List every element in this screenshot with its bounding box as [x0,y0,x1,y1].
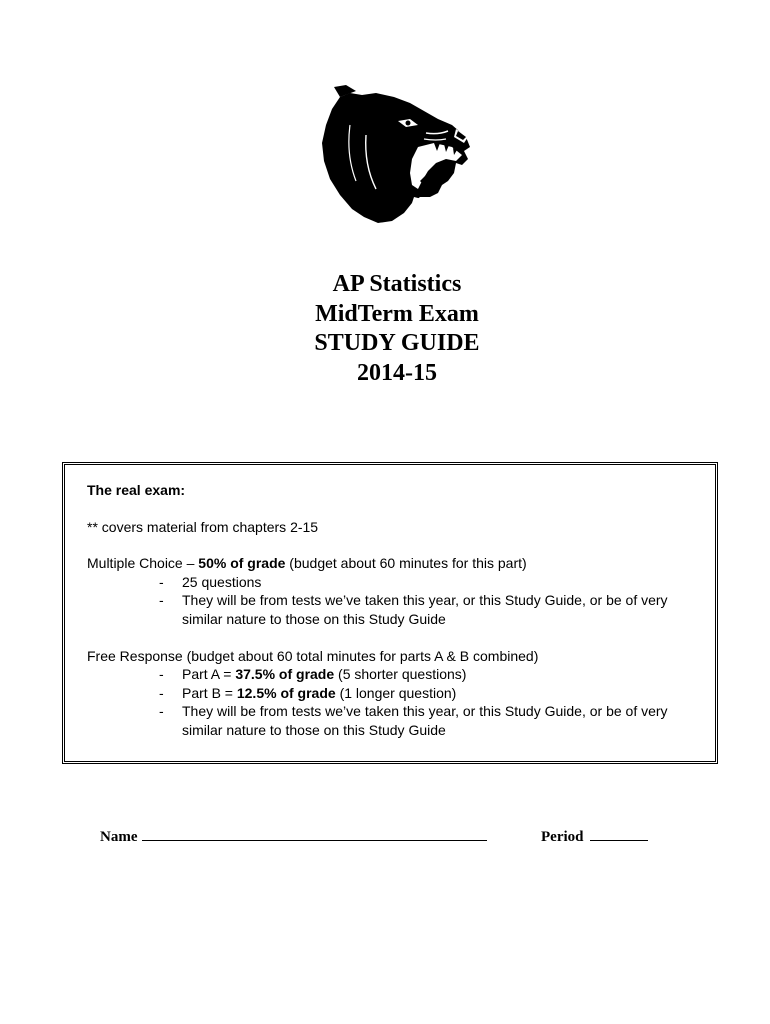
list-item [87,665,709,684]
fr-bullet-3-cont: similar nature to those on this Study Guide [182,721,446,738]
list-item [87,684,709,703]
title-line-course: AP Statistics [332,271,462,297]
mc-bullet-2-cont: similar nature to those on this Study Guide [182,610,446,627]
title-line-year: 2014-15 [357,359,437,386]
part-a-weight: 37.5% of grade [235,666,335,683]
mc-prefix: Multiple Choice – [87,555,199,572]
document-title [0,270,770,388]
bullet-dash: - [159,666,164,683]
bullet-dash: - [159,592,164,609]
part-a-prefix: Part A = [182,666,236,683]
list-item-continued [87,610,709,629]
name-label: Name [100,829,138,845]
name-blank-line[interactable] [142,826,487,841]
bullet-dash: - [159,684,164,701]
panther-logo [306,85,484,225]
period-field[interactable] [541,826,648,846]
mc-bullet-2: They will be from tests we’ve taken this year, or this Study Guide, or be of very [182,592,668,609]
name-field[interactable] [100,826,487,846]
list-item [87,573,709,592]
bullet-dash: - [159,573,164,590]
fr-bullet-3: They will be from tests we’ve taken this year, or this Study Guide, or be of very [182,703,668,720]
part-a-suffix: (5 shorter questions) [334,666,467,683]
panther-head-icon [306,85,484,225]
mc-suffix: (budget about 60 minutes for this part) [285,555,527,572]
exam-info-content [87,481,709,740]
list-item-continued [87,721,709,740]
exam-info-heading: The real exam: [87,482,186,498]
exam-info-box [62,462,718,764]
mc-weight: 50% of grade [198,555,286,572]
list-item [87,591,709,610]
free-response-line: Free Response (budget about 60 total minutes for parts A & B combined) [87,647,539,664]
title-line-exam: MidTerm Exam [315,300,479,327]
part-b-suffix: (1 longer question) [335,684,457,701]
bullet-dash: - [159,703,164,720]
period-label: Period [541,829,584,845]
period-blank-line[interactable] [590,826,648,841]
part-b-prefix: Part B = [182,684,237,701]
mc-bullet-1: 25 questions [182,573,262,590]
list-item [87,702,709,721]
part-b-weight: 12.5% of grade [236,684,336,701]
chapters-line: ** covers material from chapters 2-15 [87,518,319,535]
multiple-choice-line [87,554,709,573]
title-line-guide: STUDY GUIDE [314,330,480,356]
